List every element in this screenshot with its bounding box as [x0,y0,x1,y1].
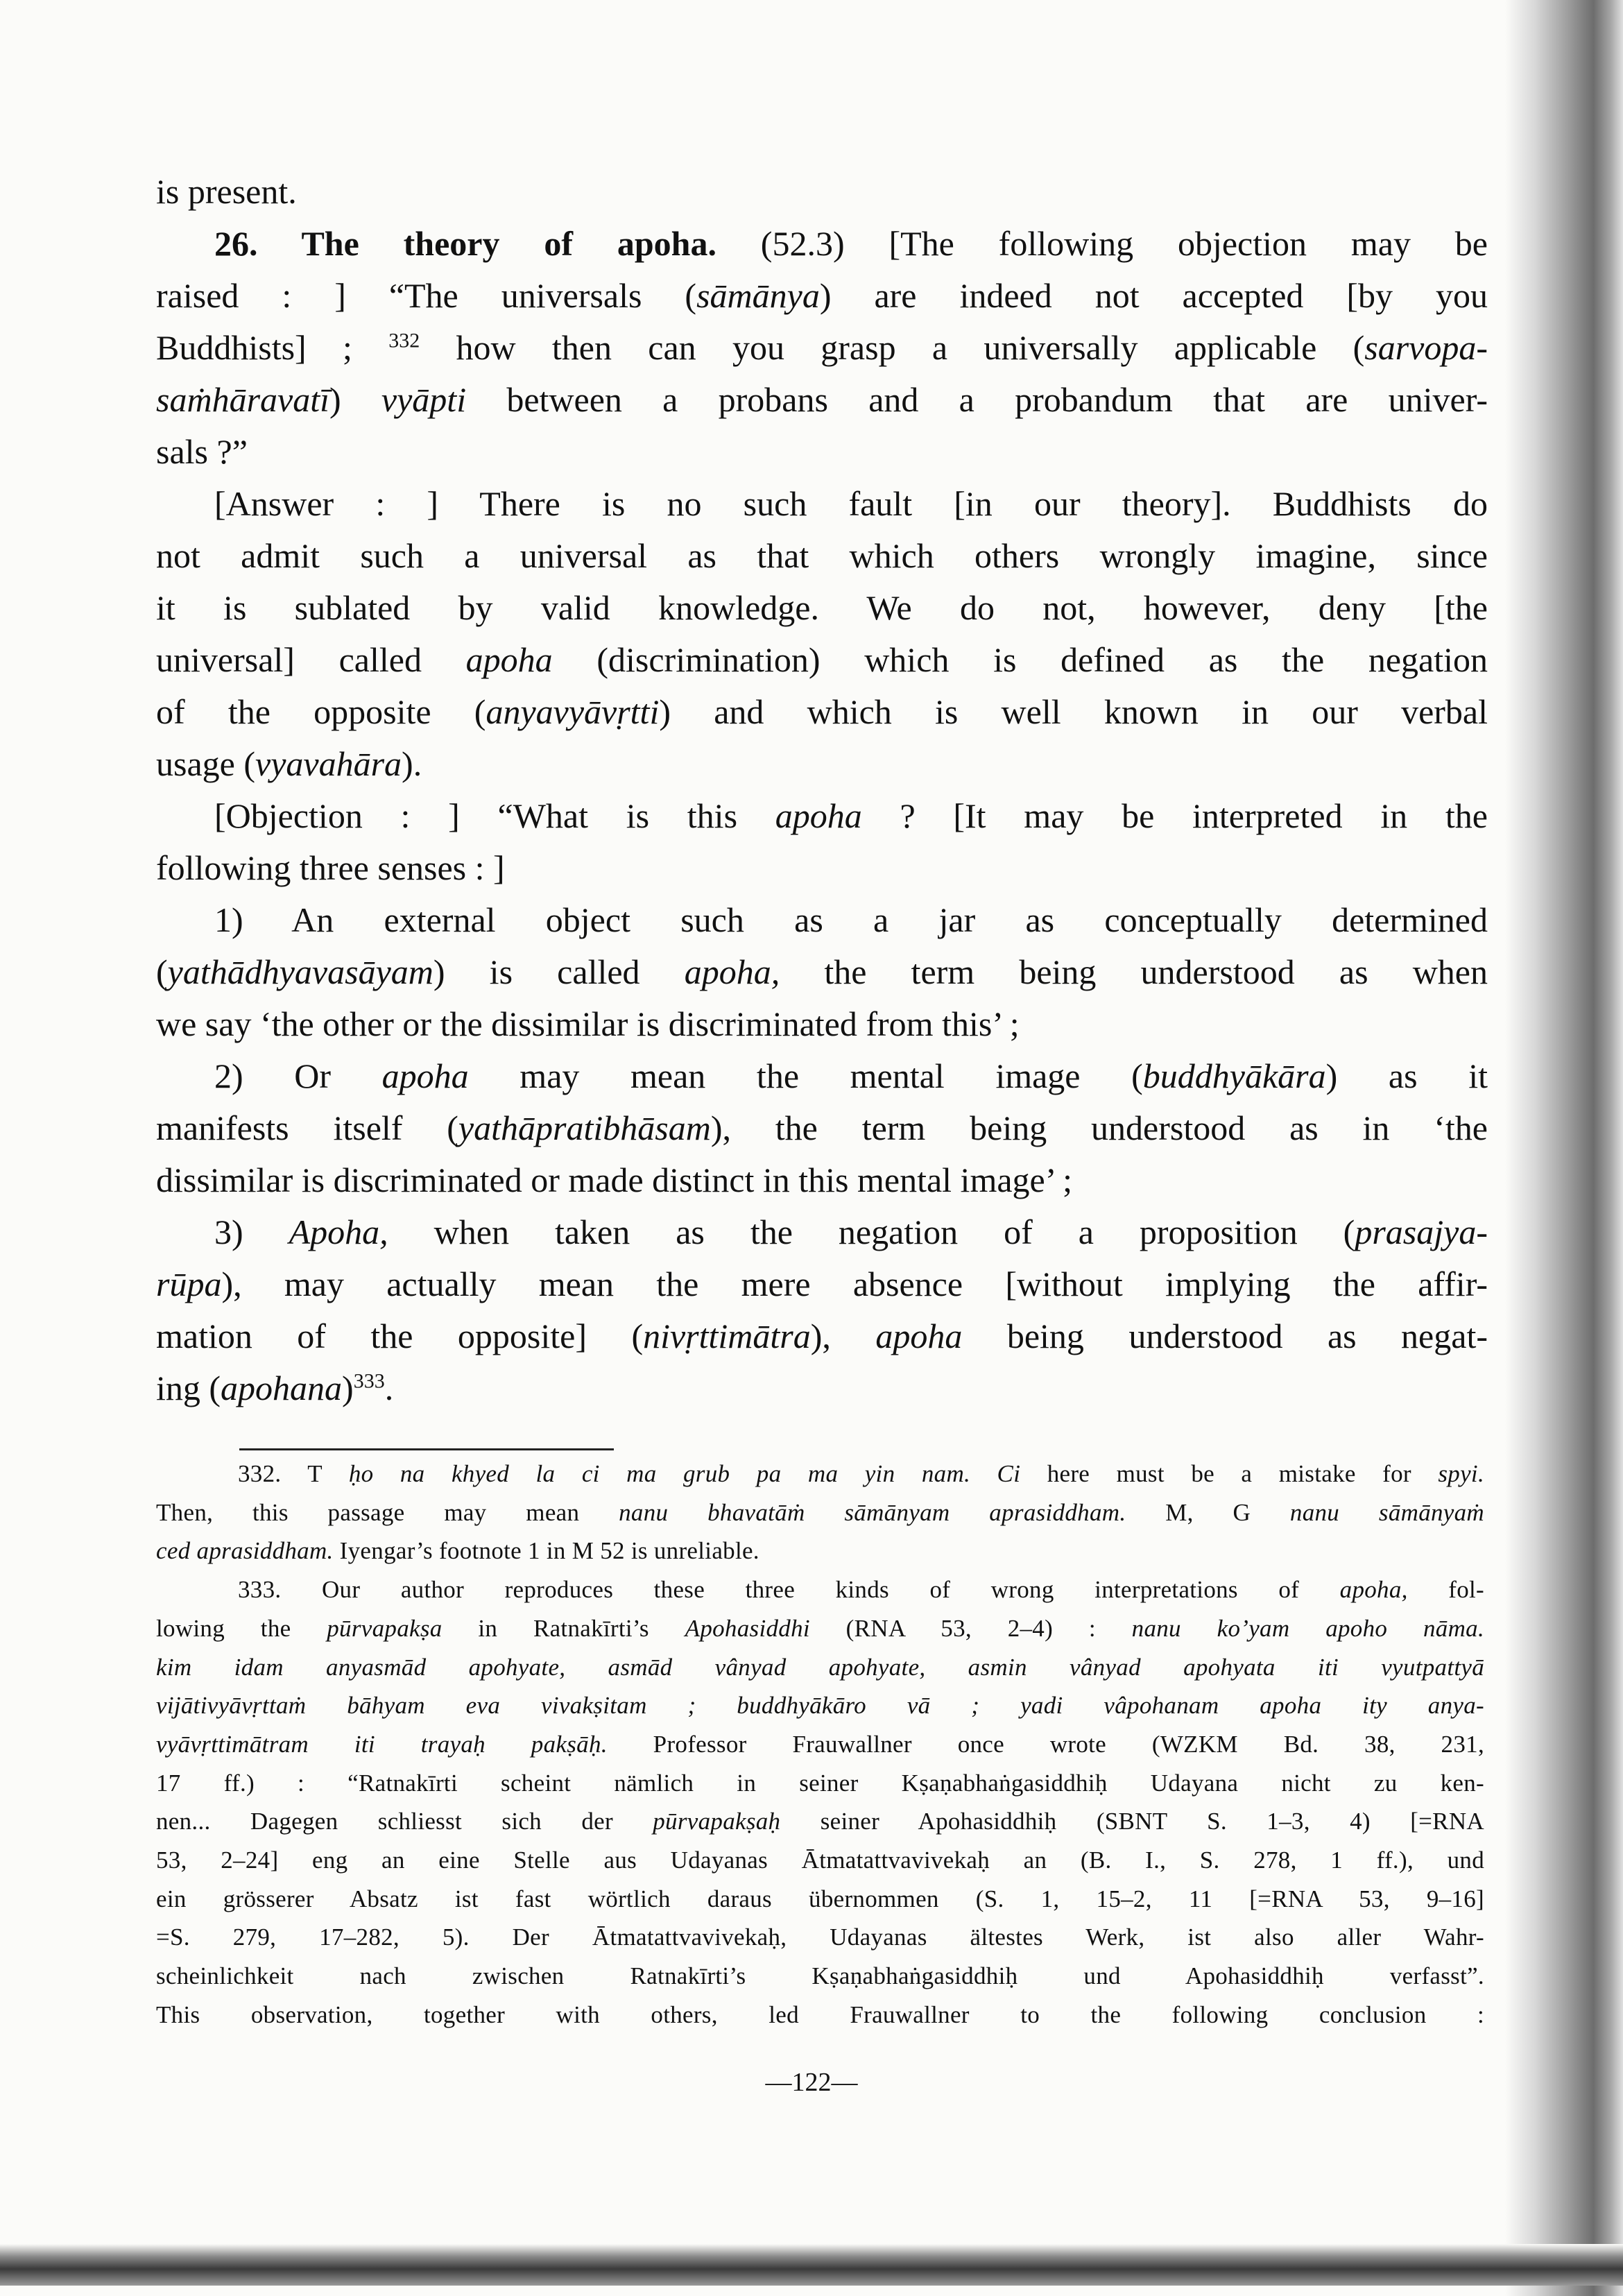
text-run: ) are indeed not accepted [by you [819,276,1488,315]
italic-term: pūrvapakṣaḥ [653,1808,781,1835]
text-run: of the opposite ( [156,692,486,731]
footnote-line [156,1729,1484,1764]
text-run: it is sublated by valid knowledge. We do not, however, deny [the [156,588,1488,627]
italic-term: vijātivyāvṛttaṁ bāhyam eva vivakṣitam ; buddhyākāro vā ; yadi vâpohanam apoha ity anya- [156,1692,1484,1720]
text-line [214,223,1488,271]
text-run: ) as it [1325,1056,1488,1095]
text-line [214,1055,1488,1104]
text-run: lowing the [156,1614,327,1642]
text-run: manifests itself ( [156,1108,458,1147]
footnote-line [156,1690,1484,1725]
section-heading: 26. The theory of apoha. [214,224,716,263]
text-run: being understood as negat- [962,1317,1488,1355]
text-line [156,847,1488,896]
text-line [156,1107,1488,1156]
text-run: Iyengar’s footnote 1 in M 52 is unreliable. [333,1537,759,1565]
italic-term: apoha, [684,952,780,991]
footnote-line [156,1536,1484,1570]
text-run: in Ratnakīrti’s [442,1614,685,1642]
text-line [156,951,1488,1000]
italic-term: anyavyāvṛtti [486,692,660,731]
text-run: ) [342,1369,354,1407]
footnote-line [156,1884,1484,1919]
italic-term: nanu sāmānyaṁ [1289,1498,1485,1526]
text-run: ein grösserer Absatz ist fast wörtlich daraus übernommen (S. 1, 15–2, 11 [=RNA 53, 9–16] [156,1885,1484,1912]
text-line [156,691,1488,739]
footnote-reference: 332 [388,329,420,352]
italic-term: apoha [875,1317,963,1355]
text-run: [Objection : ] “What is this [214,796,775,835]
text-line [156,1367,1488,1416]
text-run: we say ‘the other or the dissimilar is discriminated from this’ ; [156,1004,1020,1043]
italic-term: vyāvṛttimātram iti trayaḥ pakṣāḥ. [156,1730,608,1758]
text-line [156,743,1488,791]
italic-term: vyavahāra [255,744,402,783]
text-run: here must be a mistake for [1020,1460,1439,1487]
text-run: sals ?” [156,432,248,471]
text-line [214,899,1488,948]
text-line [214,1211,1488,1260]
page-edge-shadow [0,2244,1623,2286]
italic-term: apoha, [1339,1576,1408,1604]
italic-term: apoha [775,796,862,835]
italic-term: rūpa [156,1265,222,1303]
text-run: 17 ff.) : “Ratnakīrti scheint nämlich in seiner Kṣaṇabhaṅgasiddhiḥ Udayana nicht zu ken- [156,1769,1484,1797]
italic-term: apohana [221,1369,343,1407]
text-run: ), may actually mean the mere absence [without implying the affir- [221,1265,1488,1303]
text-run: universal] called [156,640,466,679]
italic-term: Apoha, [289,1213,388,1251]
text-run: (discrimination) which is defined as the negation [552,640,1488,679]
italic-term: Apohasiddhi [685,1614,810,1642]
text-run: 3) [214,1213,289,1251]
text-run: [Answer : ] There is no such fault [in our theory]. Buddhists do [214,484,1488,523]
text-line [156,639,1488,687]
footnote-line [156,1922,1484,1957]
footnote-line [156,1652,1484,1687]
italic-term: yathādhyavasāyam [167,952,433,991]
text-line [156,431,1488,479]
italic-term: prasajya- [1355,1213,1488,1251]
text-run: fol- [1407,1576,1484,1604]
text-run: is present. [156,172,297,211]
text-line [156,379,1488,427]
text-run: between a probans and a probandum that are univer- [466,380,1488,419]
book-binding-shadow [1505,0,1623,2296]
text-run: when taken as the negation of a proposition ( [388,1213,1355,1251]
text-run: Buddhists] ; [156,328,389,367]
text-run: Professor Frauwallner once wrote (WZKM Bd. 38, 231, [607,1730,1485,1758]
text-run: the term being understood as when [780,952,1488,991]
footnote-reference: 333 [353,1369,385,1393]
italic-term: nanu bhavatāṁ sāmānyam aprasiddham. [619,1498,1126,1526]
text-run: Then, this passage may mean [156,1498,619,1526]
text-line [214,795,1488,843]
text-line [156,1263,1488,1312]
text-run: ) and which is well known in our verbal [659,692,1488,731]
footnote-line [156,1498,1484,1532]
text-run: raised : ] “The universals ( [156,276,697,315]
italic-term: kim idam anyasmād apohyate, asmād vânyad apohyate, asmin vânyad apohyata iti vyutpattyā [156,1653,1484,1681]
italic-term: saṁhāravatī [156,380,329,419]
text-run: (RNA 53, 2–4) : [809,1614,1132,1642]
text-line [156,1315,1488,1364]
italic-term: ced aprasiddham. [156,1537,334,1565]
text-run: ) is called [433,952,685,991]
text-run: 2) Or [214,1056,382,1095]
footnote-line [156,1961,1484,1996]
text-run: scheinlichkeit nach zwischen Ratnakīrti’s Kṣaṇabhaṅgasiddhiḥ und Apohasiddhiḥ verfasst”. [156,1962,1484,1990]
text-line [156,1003,1488,1052]
text-run: 53, 2–24] eng an eine Stelle aus Udayanas Ātmatattvavivekaḥ an (B. I., S. 278, 1 ff.), und [156,1847,1484,1874]
italic-term: spyi. [1438,1460,1484,1487]
footnote-line [156,1845,1484,1880]
page-number: —122— [765,2068,858,2097]
text-line [156,171,1488,219]
italic-term: sarvopa- [1364,328,1488,367]
text-run: how then can you grasp a universally applicable ( [420,328,1365,367]
italic-term: sāmānya [696,276,820,315]
footnote-line [238,1459,1484,1493]
text-run: ing ( [156,1369,221,1407]
footnote-rule [239,1448,614,1450]
italic-term: yathāpratibhāsam [458,1108,711,1147]
text-line [156,535,1488,583]
text-run: This observation, together with others, led Frauwallner to the following conclusion : [156,2001,1484,2028]
text-line [156,275,1488,323]
italic-term: vyāpti [381,380,467,419]
text-run: usage ( [156,744,255,783]
footnote-line [156,2000,1484,2034]
text-run: seiner Apohasiddhiḥ (SBNT S. 1–3, 4) [=RNA [780,1808,1484,1835]
text-line [156,587,1488,635]
italic-term: buddhyākāra [1142,1056,1326,1095]
text-run: may mean the mental image ( [468,1056,1143,1095]
text-run: ? [It may be interpreted in the [861,796,1488,835]
text-run: nen... Dagegen schliesst sich der [156,1808,653,1835]
footnote-line [156,1806,1484,1841]
text-run: following three senses : ] [156,848,505,887]
italic-term: apoha [465,640,553,679]
text-run: . [384,1369,394,1407]
text-run: ). [402,744,422,783]
text-run: M, G [1126,1498,1290,1526]
text-run: mation of the opposite] ( [156,1317,644,1355]
text-line [156,1159,1488,1208]
italic-term: nanu ko’yam apoho nāma. [1131,1614,1484,1642]
text-line [156,327,1488,375]
text-run: ) [329,380,381,419]
italic-term: apoha [381,1056,469,1095]
text-run: =S. 279, 17–282, 5). Der Ātmatattvavivekaḥ, Udayanas ältestes Werk, ist also aller Wahr- [156,1924,1484,1951]
text-run: ), [810,1317,876,1355]
italic-term: nivṛttimātra [643,1317,811,1355]
text-run: not admit such a universal as that which others wrongly imagine, since [156,536,1488,575]
text-run: ( [156,952,168,991]
text-run: 333. Our author reproduces these three kinds of wrong interpretations of [238,1576,1340,1604]
italic-term: ḥo na khyed la ci ma grub pa ma yin nam. Ci [348,1460,1021,1487]
text-run: dissimilar is discriminated or made distinct in this mental image’ ; [156,1160,1073,1199]
text-run: ), the term being understood as in ‘the [710,1108,1488,1147]
text-run: (52.3) [The following objection may be [716,224,1488,263]
italic-term: pūrvapakṣa [327,1614,443,1642]
footnote-line [156,1613,1484,1648]
footnote-line [156,1768,1484,1803]
footnote-line [238,1575,1484,1609]
text-run: 1) An external object such as a jar as conceptually determined [214,900,1488,939]
text-run: 332. T [238,1460,349,1487]
text-line [214,483,1488,531]
